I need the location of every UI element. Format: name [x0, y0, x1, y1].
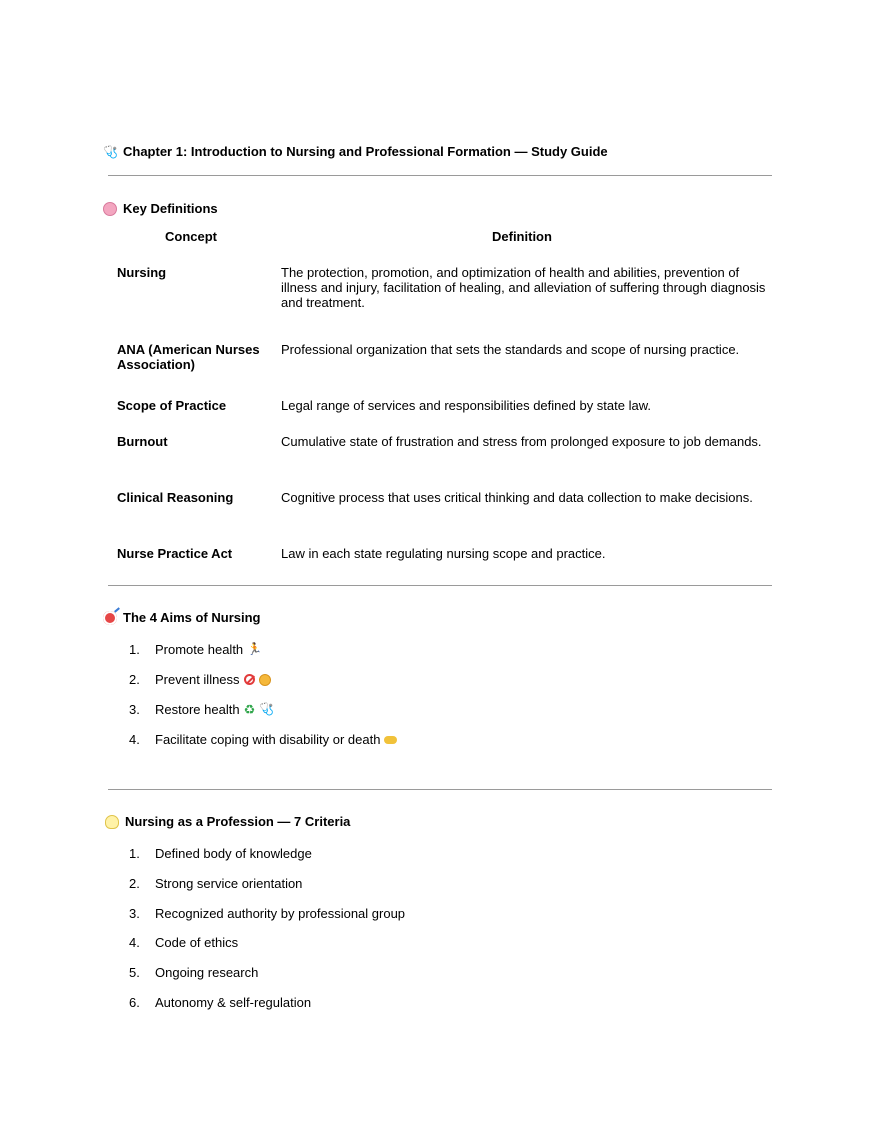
- column-header-concept: Concept: [165, 229, 217, 244]
- concept-cell: Burnout: [117, 434, 168, 449]
- list-text: Restore health: [155, 702, 240, 717]
- list-item: [129, 846, 312, 861]
- list-number: 1.: [129, 846, 140, 861]
- list-item: [129, 876, 302, 891]
- definition-cell: Cognitive process that uses critical thinking and data collection to make decisions.: [281, 490, 753, 505]
- page-title-text: Chapter 1: Introduction to Nursing and Professional Formation — Study Guide: [123, 144, 608, 159]
- list-item: [129, 642, 262, 657]
- list-item: [129, 702, 274, 717]
- list-text: Strong service orientation: [155, 876, 303, 891]
- runner-icon: 🏃: [247, 642, 263, 656]
- list-number: 3.: [129, 906, 140, 921]
- list-text: Code of ethics: [155, 935, 239, 950]
- list-text: Autonomy & self-regulation: [155, 995, 312, 1010]
- definition-cell: Legal range of services and responsibilities defined by state law.: [281, 398, 651, 413]
- list-number: 3.: [129, 702, 140, 717]
- list-text: Prevent illness: [155, 672, 240, 687]
- list-number: 1.: [129, 642, 140, 657]
- definition-cell: The protection, promotion, and optimization of health and abilities, prevention of illness and injury, facilitation of healing, and alleviation of suffering through diagnosis and treatment.: [281, 265, 766, 310]
- concept-cell: Scope of Practice: [117, 398, 227, 413]
- definitions-heading-text: Key Definitions: [123, 200, 218, 216]
- list-number: 2.: [129, 876, 140, 891]
- recycle-icon: ♻: [243, 702, 256, 717]
- list-number: 6.: [129, 995, 140, 1010]
- list-item: [129, 935, 238, 950]
- concept-cell: ANA (American Nurses Association): [117, 342, 260, 372]
- definition-cell: Professional organization that sets the standards and scope of nursing practice.: [281, 342, 740, 357]
- handshake-icon: [384, 736, 397, 744]
- brain-icon: [103, 202, 117, 216]
- no-entry-icon: [244, 674, 255, 685]
- sick-face-icon: [259, 674, 271, 686]
- concept-cell: Nurse Practice Act: [117, 546, 233, 561]
- page-title: [103, 144, 608, 159]
- profession-heading-text: Nursing as a Profession — 7 Criteria: [125, 814, 351, 829]
- profession-heading: [103, 814, 350, 829]
- list-item: [129, 906, 405, 921]
- column-header-definition: Definition: [492, 229, 552, 244]
- list-number: 4.: [129, 732, 140, 747]
- divider: [108, 789, 772, 790]
- list-text: Defined body of knowledge: [155, 846, 312, 861]
- list-number: 5.: [129, 965, 140, 980]
- target-icon: [103, 611, 117, 625]
- aims-heading: [103, 610, 260, 625]
- list-text: Facilitate coping with disability or death: [155, 732, 381, 747]
- definition-cell: Cumulative state of frustration and stress from prolonged exposure to job demands.: [281, 434, 762, 449]
- list-number: 2.: [129, 672, 140, 687]
- list-text: Recognized authority by professional group: [155, 906, 406, 921]
- list-number: 4.: [129, 935, 140, 950]
- light-bulb-icon: [105, 815, 119, 829]
- list-item: [129, 672, 271, 687]
- list-text: Ongoing research: [155, 965, 259, 980]
- divider: [108, 175, 772, 176]
- list-item: [129, 965, 258, 980]
- stethoscope-icon: 🩺: [259, 702, 275, 716]
- concept-cell: Clinical Reasoning: [117, 490, 234, 505]
- aims-heading-text: The 4 Aims of Nursing: [123, 610, 261, 625]
- list-text: Promote health: [155, 642, 244, 657]
- divider: [108, 585, 772, 586]
- concept-cell: Nursing: [117, 265, 167, 280]
- list-item: [129, 995, 311, 1010]
- definition-cell: Law in each state regulating nursing scope and practice.: [281, 546, 606, 561]
- list-item: [129, 732, 397, 747]
- definitions-heading: [103, 200, 218, 216]
- stethoscope-icon: 🩺: [103, 144, 118, 159]
